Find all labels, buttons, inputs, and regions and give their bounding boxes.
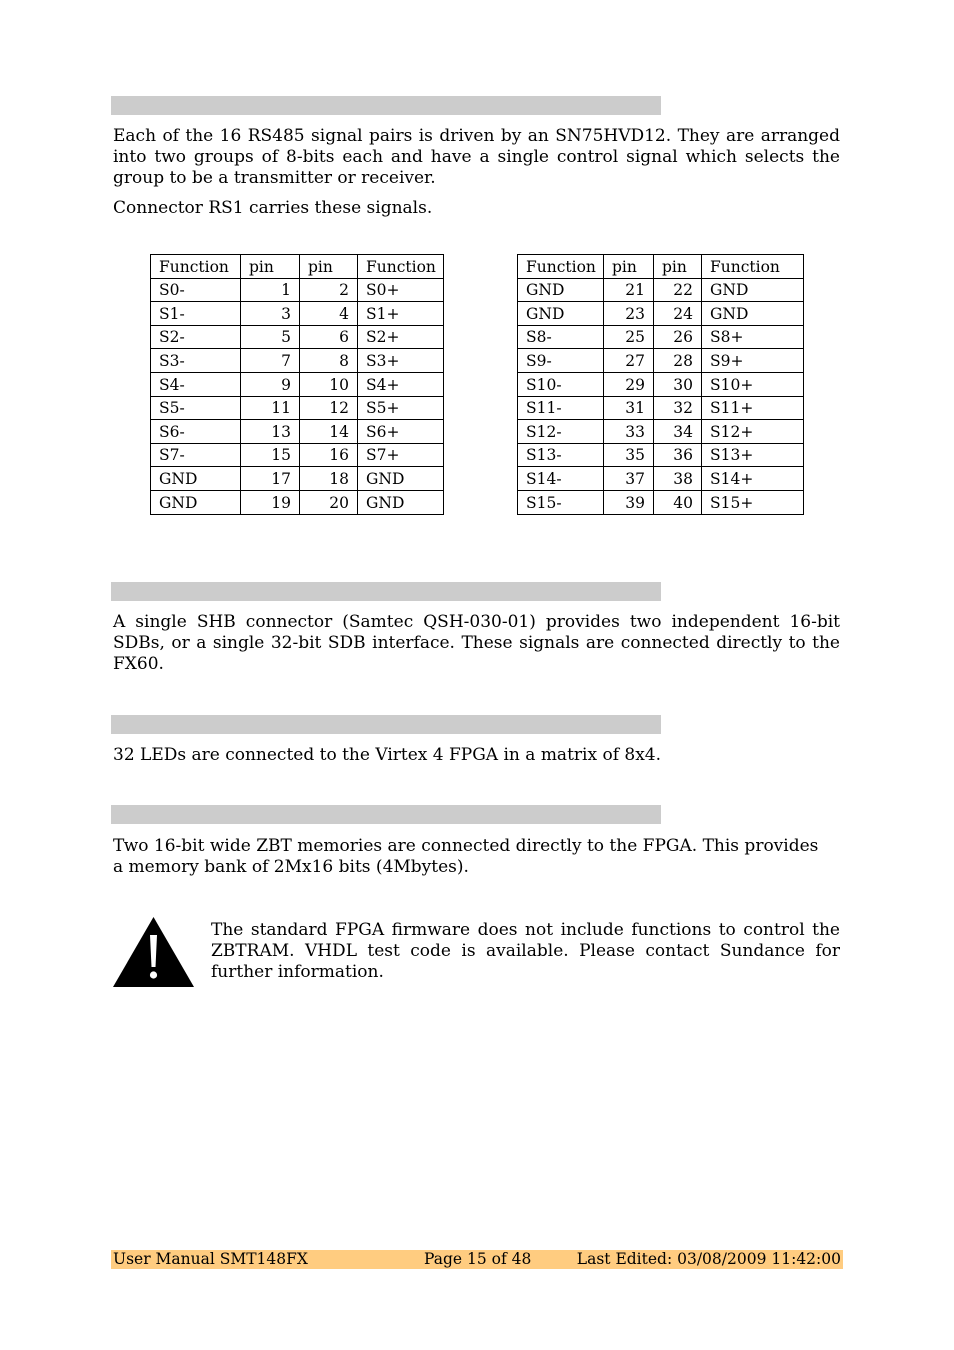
pin-number-cell: 34 bbox=[654, 420, 702, 444]
table-row bbox=[518, 302, 804, 326]
signal-function-cell: S12+ bbox=[702, 420, 804, 444]
pin-number-cell: 14 bbox=[300, 420, 358, 444]
rs485-description: Each of the 16 RS485 signal pairs is driven by an SN75HVD12. They are arranged into two groups of 8-bits each and have a single control signal which selects the group to be a transmitter or receiver. bbox=[113, 126, 840, 188]
signal-function-cell: S13- bbox=[518, 443, 604, 467]
pin-number-cell: 36 bbox=[654, 443, 702, 467]
pin-number-cell: 37 bbox=[604, 467, 654, 491]
pinout-table-left bbox=[150, 254, 444, 515]
signal-function-cell: S12- bbox=[518, 420, 604, 444]
table-row bbox=[518, 467, 804, 491]
pin-number-cell: 11 bbox=[241, 396, 300, 420]
column-header: pin bbox=[241, 255, 300, 279]
pin-number-cell: 10 bbox=[300, 372, 358, 396]
pin-number-cell: 27 bbox=[604, 349, 654, 373]
table-row bbox=[151, 302, 444, 326]
pin-number-cell: 7 bbox=[241, 349, 300, 373]
pin-number-cell: 26 bbox=[654, 325, 702, 349]
signal-function-cell: S7+ bbox=[358, 443, 444, 467]
pin-number-cell: 29 bbox=[604, 372, 654, 396]
signal-function-cell: S1- bbox=[151, 302, 241, 326]
signal-function-cell: S8- bbox=[518, 325, 604, 349]
table-row bbox=[518, 420, 804, 444]
rs485-connector-note: Connector RS1 carries these signals. bbox=[113, 198, 433, 218]
table-row bbox=[151, 443, 444, 467]
signal-function-cell: S10+ bbox=[702, 372, 804, 396]
column-header: pin bbox=[604, 255, 654, 279]
pin-number-cell: 20 bbox=[300, 490, 358, 514]
table-row bbox=[518, 372, 804, 396]
signal-function-cell: S6+ bbox=[358, 420, 444, 444]
table-header-row bbox=[518, 255, 804, 279]
pin-number-cell: 24 bbox=[654, 302, 702, 326]
column-header: Function bbox=[518, 255, 604, 279]
signal-function-cell: S8+ bbox=[702, 325, 804, 349]
page-footer bbox=[111, 1250, 843, 1269]
column-header: Function bbox=[358, 255, 444, 279]
section-heading-bar-leds bbox=[111, 715, 661, 734]
pin-number-cell: 8 bbox=[300, 349, 358, 373]
table-row bbox=[518, 349, 804, 373]
warning-icon bbox=[113, 917, 194, 987]
signal-function-cell: S10- bbox=[518, 372, 604, 396]
table-row bbox=[151, 396, 444, 420]
footer-document-title: User Manual SMT148FX bbox=[113, 1250, 308, 1268]
pin-number-cell: 23 bbox=[604, 302, 654, 326]
shb-description: A single SHB connector (Samtec QSH-030-01) provides two independent 16-bit SDBs, or a single 32-bit SDB interface. These signals are connected directly to the FX60. bbox=[113, 612, 840, 674]
signal-function-cell: S0+ bbox=[358, 278, 444, 302]
table-row bbox=[151, 490, 444, 514]
zbt-description: Two 16-bit wide ZBT memories are connected directly to the FPGA. This provides a memory bank of 2Mx16 bits (4Mbytes). bbox=[113, 836, 819, 877]
pin-number-cell: 1 bbox=[241, 278, 300, 302]
pin-number-cell: 35 bbox=[604, 443, 654, 467]
signal-function-cell: GND bbox=[702, 302, 804, 326]
pin-number-cell: 17 bbox=[241, 467, 300, 491]
pin-number-cell: 22 bbox=[654, 278, 702, 302]
column-header: Function bbox=[151, 255, 241, 279]
signal-function-cell: S3+ bbox=[358, 349, 444, 373]
pinout-table-right bbox=[517, 254, 804, 515]
pin-number-cell: 2 bbox=[300, 278, 358, 302]
table-row bbox=[151, 325, 444, 349]
pin-number-cell: 12 bbox=[300, 396, 358, 420]
pin-number-cell: 6 bbox=[300, 325, 358, 349]
signal-function-cell: GND bbox=[358, 490, 444, 514]
section-heading-bar-zbt bbox=[111, 805, 661, 824]
table-header-row bbox=[151, 255, 444, 279]
pin-number-cell: 18 bbox=[300, 467, 358, 491]
signal-function-cell: S6- bbox=[151, 420, 241, 444]
signal-function-cell: S14+ bbox=[702, 467, 804, 491]
table-row bbox=[151, 349, 444, 373]
signal-function-cell: GND bbox=[518, 302, 604, 326]
pin-number-cell: 19 bbox=[241, 490, 300, 514]
pin-number-cell: 32 bbox=[654, 396, 702, 420]
pin-number-cell: 5 bbox=[241, 325, 300, 349]
pin-number-cell: 28 bbox=[654, 349, 702, 373]
signal-function-cell: S11- bbox=[518, 396, 604, 420]
signal-function-cell: S15+ bbox=[702, 490, 804, 514]
footer-page-number: Page 15 of 48 bbox=[424, 1250, 532, 1268]
section-heading-bar-shb bbox=[111, 582, 661, 601]
pin-number-cell: 3 bbox=[241, 302, 300, 326]
section-heading-bar-rs485 bbox=[111, 96, 661, 115]
table-row bbox=[151, 372, 444, 396]
table-row bbox=[518, 443, 804, 467]
table-row bbox=[151, 467, 444, 491]
pin-number-cell: 30 bbox=[654, 372, 702, 396]
signal-function-cell: S5+ bbox=[358, 396, 444, 420]
signal-function-cell: S13+ bbox=[702, 443, 804, 467]
pin-number-cell: 13 bbox=[241, 420, 300, 444]
pin-number-cell: 21 bbox=[604, 278, 654, 302]
signal-function-cell: S14- bbox=[518, 467, 604, 491]
pin-number-cell: 15 bbox=[241, 443, 300, 467]
signal-function-cell: S4- bbox=[151, 372, 241, 396]
pin-number-cell: 4 bbox=[300, 302, 358, 326]
signal-function-cell: S7- bbox=[151, 443, 241, 467]
footer-last-edited: Last Edited: 03/08/2009 11:42:00 bbox=[576, 1250, 841, 1268]
signal-function-cell: S2- bbox=[151, 325, 241, 349]
signal-function-cell: S5- bbox=[151, 396, 241, 420]
pin-number-cell: 9 bbox=[241, 372, 300, 396]
pin-number-cell: 40 bbox=[654, 490, 702, 514]
table-row bbox=[151, 278, 444, 302]
signal-function-cell: GND bbox=[151, 467, 241, 491]
signal-function-cell: S2+ bbox=[358, 325, 444, 349]
pin-number-cell: 25 bbox=[604, 325, 654, 349]
column-header: Function bbox=[702, 255, 804, 279]
pin-number-cell: 38 bbox=[654, 467, 702, 491]
leds-description: 32 LEDs are connected to the Virtex 4 FPGA in a matrix of 8x4. bbox=[113, 745, 662, 765]
signal-function-cell: S9+ bbox=[702, 349, 804, 373]
pin-number-cell: 39 bbox=[604, 490, 654, 514]
signal-function-cell: S0- bbox=[151, 278, 241, 302]
pin-number-cell: 33 bbox=[604, 420, 654, 444]
column-header: pin bbox=[300, 255, 358, 279]
signal-function-cell: S1+ bbox=[358, 302, 444, 326]
signal-function-cell: GND bbox=[358, 467, 444, 491]
zbt-warning-text: The standard FPGA firmware does not include functions to control the ZBTRAM. VHDL test code is available. Please contact Sundance for further information. bbox=[211, 920, 840, 982]
table-row bbox=[518, 396, 804, 420]
signal-function-cell: S3- bbox=[151, 349, 241, 373]
column-header: pin bbox=[654, 255, 702, 279]
signal-function-cell: GND bbox=[702, 278, 804, 302]
signal-function-cell: S15- bbox=[518, 490, 604, 514]
signal-function-cell: S4+ bbox=[358, 372, 444, 396]
signal-function-cell: GND bbox=[518, 278, 604, 302]
pin-number-cell: 31 bbox=[604, 396, 654, 420]
signal-function-cell: S11+ bbox=[702, 396, 804, 420]
signal-function-cell: S9- bbox=[518, 349, 604, 373]
table-row bbox=[518, 325, 804, 349]
pin-number-cell: 16 bbox=[300, 443, 358, 467]
signal-function-cell: GND bbox=[151, 490, 241, 514]
table-row bbox=[151, 420, 444, 444]
table-row bbox=[518, 278, 804, 302]
table-row bbox=[518, 490, 804, 514]
